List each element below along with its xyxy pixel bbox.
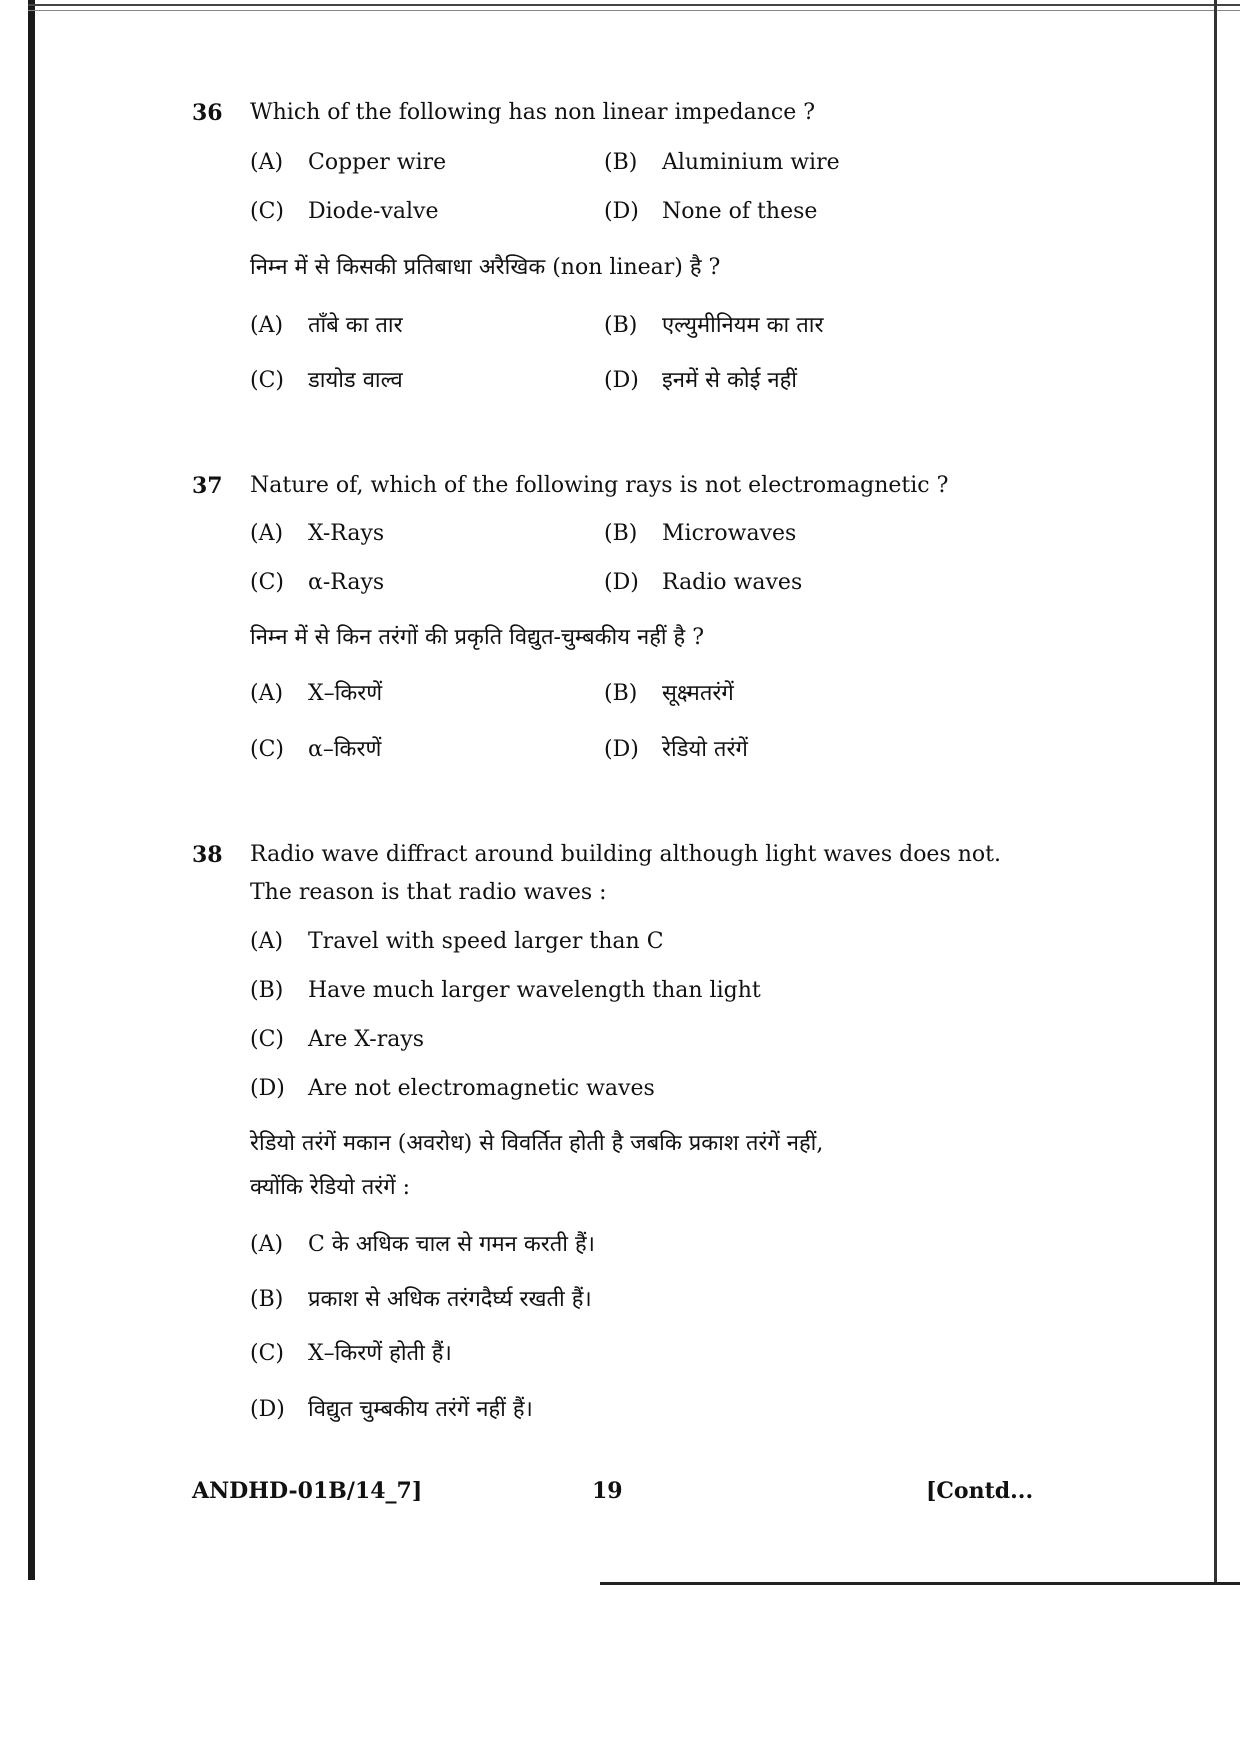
option-letter: (C): [250, 199, 284, 224]
option-c-english: [250, 1027, 424, 1052]
option-text: ताँबे का तार: [308, 313, 403, 338]
option-letter: (A): [250, 521, 284, 546]
option-a-hindi: [250, 1228, 595, 1258]
option-letter: (D): [250, 1076, 285, 1101]
option-text: Travel with speed larger than C: [308, 929, 664, 954]
option-a-english: [250, 929, 664, 954]
option-b-english: [604, 150, 840, 175]
question-text-english-line2: The reason is that radio waves :: [250, 880, 607, 905]
option-letter: (D): [250, 1397, 285, 1422]
option-b-hindi: [604, 309, 823, 339]
option-letter: (A): [250, 313, 284, 338]
option-a-english: [250, 521, 384, 546]
option-a-hindi: [250, 677, 382, 707]
option-c-hindi: [250, 364, 403, 394]
scan-border-left: [28, 0, 35, 1580]
option-letter: (B): [604, 681, 638, 706]
option-text: Radio waves: [662, 570, 803, 595]
option-c-hindi: [250, 733, 381, 763]
option-c-english: [250, 199, 439, 224]
option-letter: (C): [250, 570, 284, 595]
option-letter: (B): [250, 1287, 284, 1312]
question-text-hindi-line1: रेडियो तरंगें मकान (अवरोध) से विवर्तित होती है जबकि प्रकाश तरंगें नहीं,: [250, 1131, 824, 1156]
option-d-hindi: [250, 1393, 533, 1423]
option-text: α–किरणें: [308, 737, 382, 762]
scan-border-right: [1214, 0, 1217, 1585]
option-letter: (A): [250, 150, 284, 175]
option-b-english: [604, 521, 796, 546]
option-text: प्रकाश से अधिक तरंगदैर्घ्य रखती हैं।: [308, 1287, 592, 1312]
option-text: Are not electromagnetic waves: [308, 1076, 655, 1101]
option-text: सूक्ष्मतरंगें: [662, 681, 734, 706]
option-letter: (D): [604, 199, 639, 224]
option-b-english: [250, 978, 761, 1003]
question-text-english-line1: Radio wave diffract around building although light waves does not.: [250, 842, 1001, 867]
question-text-hindi: निम्न में से किसकी प्रतिबाधा अरैखिक (non linear) है ?: [250, 255, 721, 280]
option-c-hindi: [250, 1337, 452, 1367]
question-text-english: Which of the following has non linear impedance ?: [250, 100, 816, 125]
continued-marker: [Contd...: [926, 1478, 1034, 1504]
question-number: 38: [192, 842, 223, 868]
option-letter: (D): [604, 737, 639, 762]
option-text: C के अधिक चाल से गमन करती हैं।: [308, 1232, 595, 1257]
option-d-hindi: [604, 733, 748, 763]
option-text: इनमें से कोई नहीं: [662, 368, 798, 393]
paper-code: ANDHD-01B/14_7]: [192, 1478, 423, 1504]
option-d-english: [604, 199, 817, 224]
option-a-english: [250, 150, 446, 175]
option-letter: (D): [604, 368, 639, 393]
option-text: X-Rays: [308, 521, 385, 546]
option-text: रेडियो तरंगें: [662, 737, 748, 762]
question-text-hindi-line2: क्योंकि रेडियो तरंगें :: [250, 1175, 411, 1200]
option-b-hindi: [250, 1283, 592, 1313]
option-d-hindi: [604, 364, 797, 394]
option-text: None of these: [662, 199, 818, 224]
option-text: विद्युत चुम्बकीय तरंगें नहीं हैं।: [308, 1397, 533, 1422]
question-text-english: Nature of, which of the following rays is not electromagnetic ?: [250, 473, 949, 498]
option-letter: (C): [250, 1027, 284, 1052]
page-number: 19: [592, 1478, 623, 1504]
option-text: Copper wire: [308, 150, 447, 175]
option-text: Diode-valve: [308, 199, 439, 224]
option-c-english: [250, 570, 384, 595]
question-number: 37: [192, 473, 223, 499]
option-text: Are X-rays: [308, 1027, 425, 1052]
option-letter: (C): [250, 368, 284, 393]
option-text: Microwaves: [662, 521, 797, 546]
scan-border-bottom: [600, 1582, 1240, 1585]
option-text: डायोड वाल्व: [308, 368, 403, 393]
option-text: α-Rays: [308, 570, 385, 595]
option-letter: (A): [250, 929, 284, 954]
option-letter: (B): [604, 313, 638, 338]
question-number: 36: [192, 100, 223, 126]
option-letter: (D): [604, 570, 639, 595]
option-text: Have much larger wavelength than light: [308, 978, 761, 1003]
option-letter: (B): [604, 521, 638, 546]
option-letter: (B): [250, 978, 284, 1003]
scan-border-top-secondary: [28, 10, 1240, 11]
option-d-english: [250, 1076, 655, 1101]
option-letter: (A): [250, 1232, 284, 1257]
option-text: X–किरणें: [308, 681, 383, 706]
option-a-hindi: [250, 309, 403, 339]
option-text: X–किरणें होती हैं।: [308, 1341, 452, 1366]
option-letter: (B): [604, 150, 638, 175]
option-letter: (C): [250, 737, 284, 762]
option-letter: (C): [250, 1341, 284, 1366]
scan-border-top: [28, 4, 1240, 6]
option-text: Aluminium wire: [662, 150, 840, 175]
option-d-english: [604, 570, 802, 595]
option-letter: (A): [250, 681, 284, 706]
option-text: एल्युमीनियम का तार: [662, 313, 824, 338]
option-b-hindi: [604, 677, 734, 707]
question-text-hindi: निम्न में से किन तरंगों की प्रकृति विद्युत-चुम्बकीय नहीं है ?: [250, 625, 705, 650]
